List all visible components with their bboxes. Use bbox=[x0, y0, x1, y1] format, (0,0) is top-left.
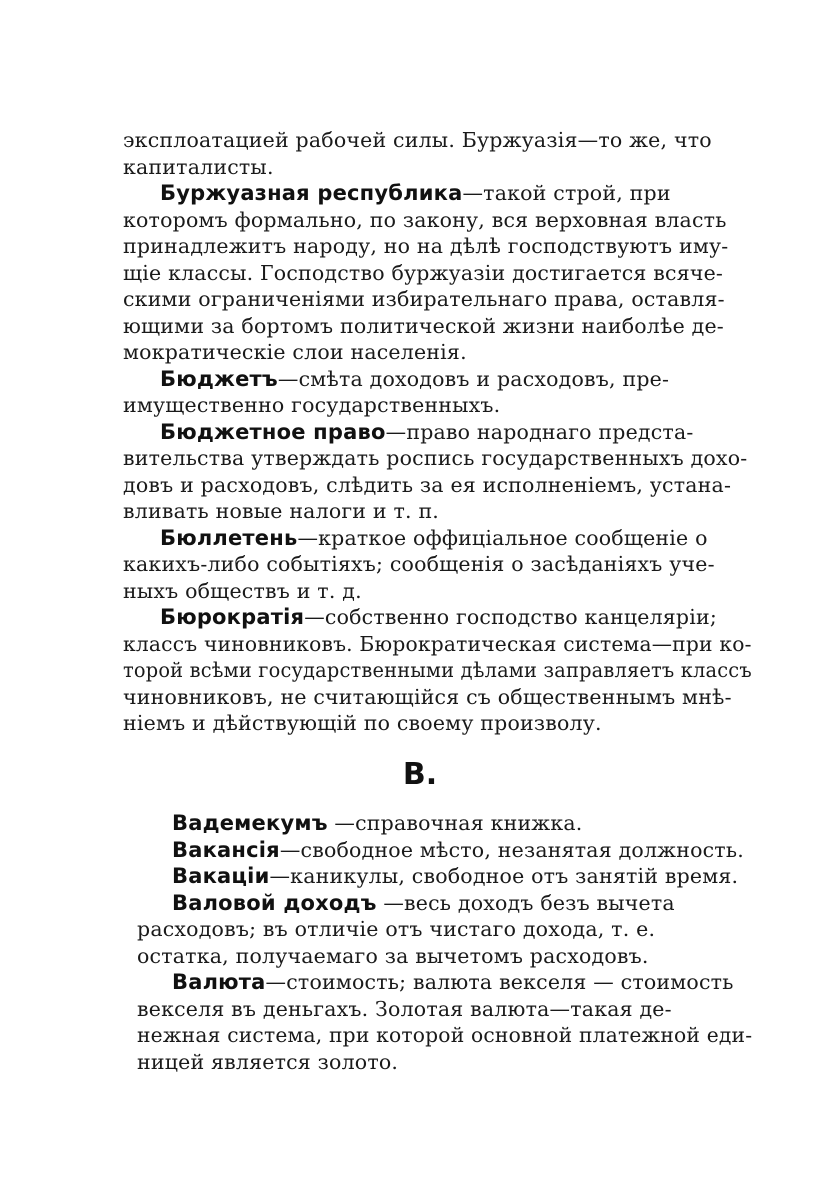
text-line: нежная система, при которой основной платежной еди- bbox=[137, 1023, 753, 1047]
text-line: капиталисты. bbox=[123, 155, 274, 179]
text-line: щіе классы. Господство буржуазіи достигается всяче- bbox=[123, 261, 724, 285]
text-line: остатка, получаемаго за вычетомъ расходовъ. bbox=[137, 944, 649, 968]
entry-term: Вакансія bbox=[172, 838, 280, 862]
text-line: какихъ-либо событіяхъ; сообщенія о засѣданіяхъ уче- bbox=[123, 552, 715, 576]
entry-term: Бюрократія bbox=[160, 605, 305, 629]
entry-definition: —собственно господство канцеляріи; bbox=[304, 605, 717, 629]
text-line: ніемъ и дѣйствующій по своему произволу. bbox=[123, 711, 602, 735]
dictionary-entry bbox=[160, 366, 669, 393]
dictionary-entry bbox=[172, 890, 675, 917]
entry-definition: —смѣта доходовъ и расходовъ, пре- bbox=[277, 367, 670, 391]
entry-definition: —такой строй, при bbox=[462, 181, 671, 205]
text-line: имущественно государственныхъ. bbox=[123, 393, 501, 417]
section-heading: В. bbox=[402, 757, 438, 792]
text-line: вливать новые налоги и т. п. bbox=[123, 499, 440, 523]
text-line: ныхъ обществъ и т. д. bbox=[123, 579, 362, 603]
entry-definition: —справочная книжка. bbox=[327, 811, 583, 835]
entry-term: Бюджетъ bbox=[160, 367, 278, 391]
text-line: торой всѣми государственными дѣлами заправляетъ классъ bbox=[123, 658, 752, 682]
entry-term: Вакаціи bbox=[172, 864, 270, 888]
entry-definition: —весь доходъ безъ вычета bbox=[376, 891, 675, 915]
text-line: довъ и расходовъ, слѣдить за ея исполненіемъ, устана- bbox=[123, 473, 732, 497]
entry-definition: —каникулы, свободное отъ занятій время. bbox=[269, 864, 739, 888]
entry-term: Бюллетень bbox=[160, 526, 298, 550]
text-line: принадлежитъ народу, но на дѣлѣ господствуютъ иму- bbox=[123, 234, 729, 258]
text-line: которомъ формально, по закону, вся верховная власть bbox=[123, 208, 727, 232]
entry-definition: —свободное мѣсто, незанятая должность. bbox=[279, 838, 744, 862]
dictionary-entry bbox=[172, 863, 738, 890]
text-line: чиновниковъ, не считающійся съ общественнымъ мнѣ- bbox=[123, 685, 732, 709]
dictionary-entry bbox=[160, 180, 671, 207]
entry-term: Бюджетное право bbox=[160, 420, 386, 444]
text-line: эксплоатацией рабочей силы. Буржуазія—то же, что bbox=[123, 128, 712, 152]
entry-term: Валовой доходъ bbox=[172, 891, 377, 915]
dictionary-entry bbox=[172, 837, 744, 864]
dictionary-entry bbox=[172, 969, 734, 996]
entry-term: Буржуазная республика bbox=[160, 181, 463, 205]
text-line: вительства утверждать роспись государственныхъ дохо- bbox=[123, 446, 748, 470]
text-line: расходовъ; въ отличіе отъ чистаго дохода, т. е. bbox=[137, 917, 656, 941]
text-line: мократическіе слои населенія. bbox=[123, 340, 467, 364]
text-line: векселя въ деньгахъ. Золотая валюта—такая де- bbox=[137, 997, 672, 1021]
entry-term: Валюта bbox=[172, 970, 266, 994]
dictionary-entry bbox=[160, 604, 717, 631]
entry-definition: —краткое оффиціальное сообщеніе о bbox=[297, 526, 708, 550]
entry-definition: —право народнаго предста- bbox=[385, 420, 694, 444]
dictionary-entry bbox=[160, 419, 694, 446]
entry-definition: —стоимость; валюта векселя — стоимость bbox=[265, 970, 734, 994]
dictionary-entry bbox=[172, 810, 583, 837]
text-line: ницей является золото. bbox=[137, 1050, 399, 1074]
text-line: скими ограниченіями избирательнаго права, оставля- bbox=[123, 287, 725, 311]
entry-term: Вадемекумъ bbox=[172, 811, 328, 835]
dictionary-entry bbox=[160, 525, 708, 552]
text-line: классъ чиновниковъ. Бюрократическая система—при ко- bbox=[123, 632, 752, 656]
text-line: ющими за бортомъ политической жизни наиболѣе де- bbox=[123, 314, 724, 338]
